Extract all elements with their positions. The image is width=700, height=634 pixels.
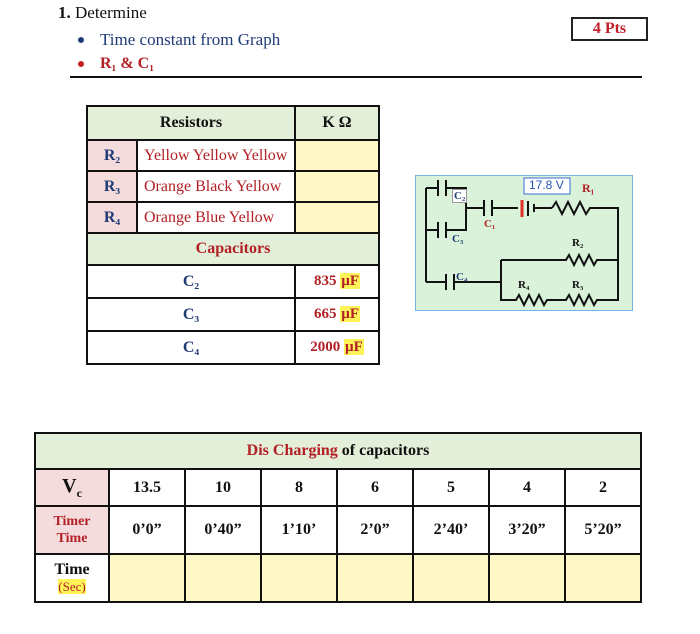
capacitor-label: C₄ <box>87 331 295 364</box>
table-row <box>87 140 379 171</box>
bullet-time-constant <box>78 30 280 50</box>
c1-label: C₁ <box>484 218 496 230</box>
vc-value: 4 <box>489 469 565 506</box>
r3-label: R₃ <box>572 279 584 291</box>
timer-label-line2: Time <box>56 531 88 546</box>
time-sec-input[interactable] <box>413 554 489 602</box>
bullet-text: R₁ & C₁ <box>100 55 155 72</box>
table-row <box>87 171 379 202</box>
component-table <box>86 105 380 365</box>
vc-value: 2 <box>565 469 641 506</box>
bullet-r1-c1 <box>78 55 154 73</box>
points-badge: 4 Pts <box>571 17 648 41</box>
time-sec-input[interactable] <box>565 554 641 602</box>
resistors-header: Resistors <box>87 106 295 140</box>
bullet-dot-icon <box>78 61 84 67</box>
capacitor-unit: µF <box>341 306 360 322</box>
question-number: 1. <box>58 3 71 22</box>
resistor-label: R₂ <box>87 140 137 171</box>
resistor-label: R₄ <box>87 202 137 233</box>
table-row <box>87 331 379 364</box>
timer-value: 2’0” <box>337 506 413 554</box>
capacitors-header: Capacitors <box>87 233 379 265</box>
c4-label: C₄ <box>456 271 468 283</box>
timer-label-line1: Timer <box>53 514 91 529</box>
bullet-dot-icon <box>78 37 84 43</box>
table-row <box>35 506 641 554</box>
vc-value: 5 <box>413 469 489 506</box>
r4-label: R₄ <box>518 279 530 291</box>
table-row <box>87 202 379 233</box>
time-sec-input[interactable] <box>489 554 565 602</box>
time-sec-input[interactable] <box>109 554 185 602</box>
time-label: Time <box>54 561 90 578</box>
discharge-title <box>35 433 641 469</box>
timer-value: 0’40” <box>185 506 261 554</box>
timer-value: 0’0” <box>109 506 185 554</box>
vc-value: 13.5 <box>109 469 185 506</box>
color-code: Orange Black Yellow <box>137 171 295 202</box>
vc-symbol: V <box>62 474 77 497</box>
vc-value: 10 <box>185 469 261 506</box>
vc-label <box>35 469 109 506</box>
timer-time-label <box>35 506 109 554</box>
r1-label: R₁ <box>582 181 595 195</box>
capacitor-number: 665 <box>313 306 337 322</box>
question-title-text: Determine <box>75 3 147 22</box>
timer-value: 3’20” <box>489 506 565 554</box>
color-code: Orange Blue Yellow <box>137 202 295 233</box>
resistor-label: R₃ <box>87 171 137 202</box>
table-row <box>87 298 379 331</box>
discharge-title-red: Dis Charging <box>246 442 338 459</box>
table-row <box>87 265 379 298</box>
capacitor-label: C₂ <box>87 265 295 298</box>
unit-header: K Ω <box>295 106 379 140</box>
bullet-text: Time constant from Graph <box>100 30 281 49</box>
time-sec-input[interactable] <box>261 554 337 602</box>
resistor-value-input[interactable] <box>295 202 379 233</box>
color-code: Yellow Yellow Yellow <box>137 140 295 171</box>
discharge-table <box>34 432 642 603</box>
circuit-diagram <box>415 175 633 311</box>
capacitor-label: C₃ <box>87 298 295 331</box>
vc-value: 8 <box>261 469 337 506</box>
discharge-title-rest: of capacitors <box>337 442 430 459</box>
timer-value: 1’10’ <box>261 506 337 554</box>
time-sec-input[interactable] <box>337 554 413 602</box>
capacitor-value <box>295 265 379 298</box>
capacitor-value <box>295 298 379 331</box>
capacitor-unit: µF <box>341 273 360 289</box>
table-row <box>35 554 641 602</box>
capacitor-number: 835 <box>313 273 337 289</box>
timer-value: 2’40’ <box>413 506 489 554</box>
vc-subscript: c <box>76 485 82 500</box>
voltage-label: 17.8 V <box>529 178 564 192</box>
time-sec-input[interactable] <box>185 554 261 602</box>
capacitor-number: 2000 <box>310 339 341 355</box>
table-row <box>35 469 641 506</box>
capacitor-unit: µF <box>344 339 363 355</box>
time-unit: (Sec) <box>58 579 86 594</box>
r2-label: R₂ <box>572 237 584 249</box>
resistor-value-input[interactable] <box>295 140 379 171</box>
time-sec-label <box>35 554 109 602</box>
capacitor-value <box>295 331 379 364</box>
resistor-value-input[interactable] <box>295 171 379 202</box>
c3-label: C₃ <box>452 233 464 245</box>
c2-label: C₂ <box>454 190 466 202</box>
question-title <box>58 3 147 23</box>
timer-value: 5’20” <box>565 506 641 554</box>
divider <box>70 76 642 78</box>
vc-value: 6 <box>337 469 413 506</box>
